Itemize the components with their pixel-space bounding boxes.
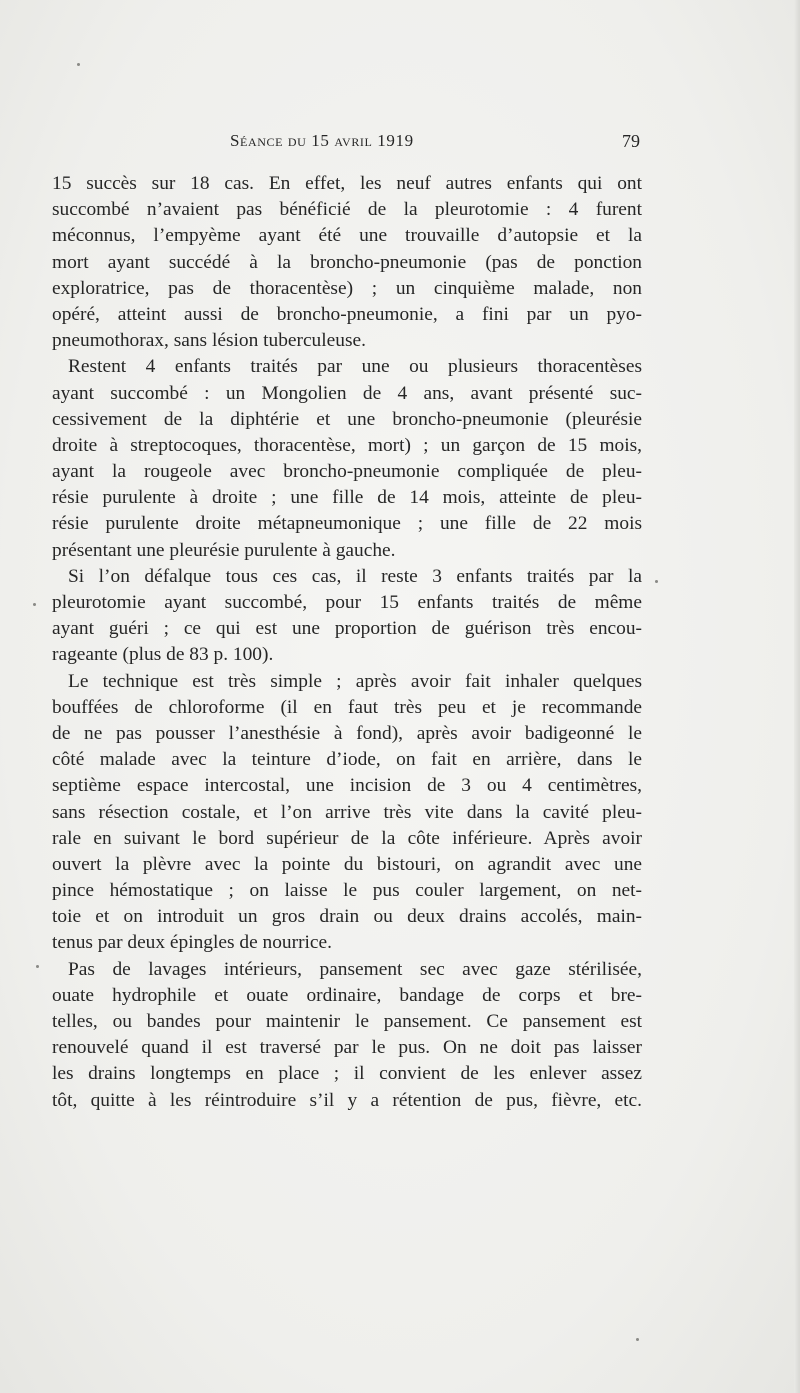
paper-speck xyxy=(33,603,36,606)
text-line: bouffées de chloroforme (il en faut très peu et je recommande xyxy=(52,696,642,718)
text-line: 15 succès sur 18 cas. En effet, les neuf autres enfants qui ont xyxy=(52,173,642,194)
text-line: sans résection costale, et l’on arrive très vite dans la cavité pleu- xyxy=(52,801,642,823)
text-line: cessivement de la diphtérie et une broncho-pneumonie (pleurésie xyxy=(52,408,642,430)
text-line: Si l’on défalque tous ces cas, il reste 3 enfants traités par la xyxy=(68,565,642,587)
text-line: ouate hydrophile et ouate ordinaire, bandage de corps et bre- xyxy=(52,984,642,1006)
text-line: ayant succombé : un Mongolien de 4 ans, avant présenté suc- xyxy=(52,382,642,404)
page-header xyxy=(52,131,640,157)
text-line: Le technique est très simple ; après avoir fait inhaler quelques xyxy=(68,670,642,692)
text-line: de ne pas pousser l’anesthésie à fond), après avoir badigeonné le xyxy=(52,722,642,744)
paper-speck xyxy=(77,63,80,66)
text-line: droite à streptocoques, thoracentèse, mort) ; un garçon de 15 mois, xyxy=(52,434,642,456)
page-number: 79 xyxy=(622,131,640,151)
body-text xyxy=(52,171,642,1114)
text-line: tôt, quitte à les réintroduire s’il y a rétention de pus, fièvre, etc. xyxy=(52,1089,642,1111)
text-line: rale en suivant le bord supérieur de la côte inférieure. Après avoir xyxy=(52,827,642,849)
text-line: résie purulente à droite ; une fille de 14 mois, atteinte de pleu- xyxy=(52,487,642,509)
text-line: les drains longtemps en place ; il convient de les enlever assez xyxy=(52,1063,642,1085)
text-line: ayant la rougeole avec broncho-pneumonie compliquée de pleu- xyxy=(52,461,642,483)
page-edge-shadow xyxy=(794,0,800,1393)
text-line: opéré, atteint aussi de broncho-pneumonie, a fini par un pyo- xyxy=(52,303,642,325)
paper-speck xyxy=(655,580,658,583)
text-line: exploratrice, pas de thoracentèse) ; un cinquième malade, non xyxy=(52,277,642,299)
text-line: succombé n’avaient pas bénéficié de la pleurotomie : 4 furent xyxy=(52,199,642,221)
text-line: mort ayant succédé à la broncho-pneumonie (pas de ponction xyxy=(52,251,642,273)
text-line: tenus par deux épingles de nourrice. xyxy=(52,932,332,954)
text-line: Pas de lavages intérieurs, pansement sec avec gaze stérilisée, xyxy=(68,958,642,980)
text-line: ouvert la plèvre avec la pointe du bistouri, on agrandit avec une xyxy=(52,853,642,875)
text-line: côté malade avec la teinture d’iode, on fait en arrière, dans le xyxy=(52,749,642,771)
text-line: septième espace intercostal, une incision de 3 ou 4 centimètres, xyxy=(52,775,642,797)
text-line: telles, ou bandes pour maintenir le pansement. Ce pansement est xyxy=(52,1011,642,1032)
text-line: pince hémostatique ; on laisse le pus couler largement, on net- xyxy=(52,880,642,902)
paper-speck xyxy=(636,1338,639,1341)
text-line: résie purulente droite métapneumonique ; une fille de 22 mois xyxy=(52,513,642,535)
text-line: toie et on introduit un gros drain ou deux drains accolés, main- xyxy=(52,906,642,928)
text-line: présentant une pleurésie purulente à gauche. xyxy=(52,539,396,561)
text-line: ayant guéri ; ce qui est une proportion de guérison très encou- xyxy=(52,618,642,640)
text-line: pneumothorax, sans lésion tuberculeuse. xyxy=(52,330,366,352)
paper-speck xyxy=(36,965,39,968)
text-line: pleurotomie ayant succombé, pour 15 enfants traités de même xyxy=(52,592,642,613)
text-line: renouvelé quand il est traversé par le pus. On ne doit pas laisser xyxy=(52,1037,642,1059)
text-line: Restent 4 enfants traités par une ou plusieurs thoracentèses xyxy=(68,356,642,378)
running-head: Séance du 15 avril 1919 xyxy=(230,131,414,150)
text-line: méconnus, l’empyème ayant été une trouvaille d’autopsie et la xyxy=(52,225,642,247)
text-line: rageante (plus de 83 p. 100). xyxy=(52,644,274,666)
